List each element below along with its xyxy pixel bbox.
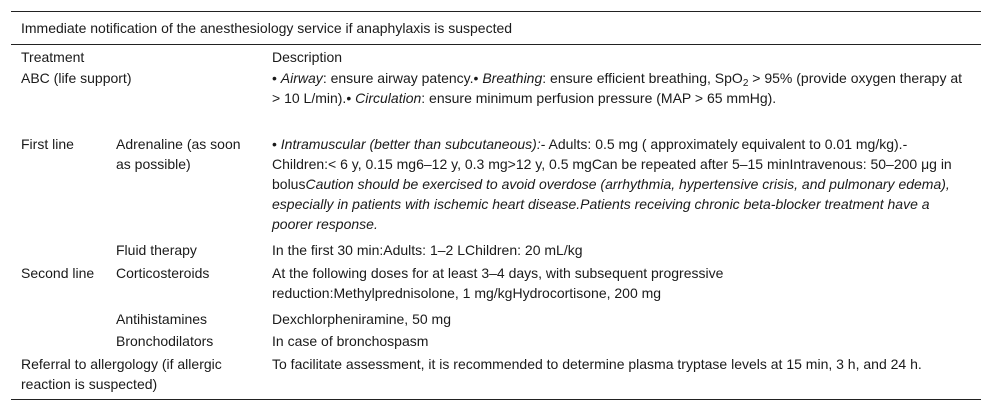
adrenaline-dosing: - Adults: 0.5 mg ( approximately equivalent to 0.01 mg/kg).- Children:< 6 y, 0.15 mg6–12 y, 0.3 mg>12 y, 0.5 mgCan be repeated after 5–15 minIntravenous: 50–200 μg in bolus bbox=[272, 136, 952, 192]
row-corticosteroids-description: At the following doses for at least 3–4 days, with subsequent progressive reduction:Methylprednisolone, 1 mg/kgHydrocortisone, 200 mg bbox=[272, 265, 724, 301]
adrenaline-caution: Caution should be exercised to avoid overdose (arrhythmia, hypertensive crisis, and pulmonary edema), especially in patients with ischemic heart disease.Patients receiving chronic beta-blocker treatment have a poorer response. bbox=[272, 176, 950, 232]
circulation-text: : ensure minimum perfusion pressure (MAP > 65 mmHg). bbox=[421, 90, 777, 106]
row-corticosteroids-label: Corticosteroids bbox=[116, 265, 210, 281]
row-antihistamines-description: Dexchlorpheniramine, 50 mg bbox=[272, 311, 451, 327]
breathing-text-2: > 95% (provide oxygen therapy at > 10 L/min). bbox=[272, 70, 963, 106]
header-treatment: Treatment bbox=[21, 49, 85, 65]
header-description: Description bbox=[272, 49, 343, 65]
table-bottom-rule bbox=[11, 399, 981, 400]
row-bronchodilators-label: Bronchodilators bbox=[116, 333, 214, 349]
airway-label: Airway bbox=[280, 70, 323, 86]
row-fluid-label: Fluid therapy bbox=[116, 242, 197, 258]
airway-text: : ensure airway patency. bbox=[322, 70, 474, 86]
caption-bottom-rule bbox=[11, 44, 981, 45]
breathing-label: Breathing bbox=[482, 70, 543, 86]
row-abc-label: ABC (life support) bbox=[21, 70, 132, 86]
row-group-first-line: First line bbox=[21, 136, 74, 152]
table-top-rule bbox=[11, 11, 981, 12]
adrenaline-route: Intramuscular (better than subcutaneous): bbox=[280, 136, 541, 152]
row-fluid-description: In the first 30 min:Adults: 1–2 LChildren: 20 mL/kg bbox=[272, 242, 583, 258]
breathing-text: : ensure efficient breathing, SpO bbox=[542, 70, 743, 86]
row-referral-label: Referral to allergology (if allergic reaction is suspected) bbox=[21, 356, 222, 392]
row-group-second-line: Second line bbox=[21, 265, 95, 281]
circulation-label: Circulation bbox=[355, 90, 422, 106]
row-bronchodilators-description: In case of bronchospasm bbox=[272, 333, 429, 349]
row-adrenaline-description: • Intramuscular (better than subcutaneous):- Adults: 0.5 mg ( approximately equivalent to 0.01 mg/kg).- Children:< 6 y, 0.15 mg6–12 y, 0.3 mg>12 y, 0.5 mgCan be repeated after 5–15 minIntravenous: 50–200 μg in bolusCaution should be exercised to avoid overdose (arrhythmia, hypertensive crisis, and pulmonary edema), especially in patients with ischemic heart disease.Patients receiving chronic beta-blocker treatment have a poorer response. bbox=[272, 136, 952, 232]
table-caption: Immediate notification of the anesthesiology service if anaphylaxis is suspected bbox=[21, 20, 513, 36]
row-antihistamines-label: Antihistamines bbox=[116, 311, 208, 327]
row-referral-description: To facilitate assessment, it is recommended to determine plasma tryptase levels at 15 min, 3 h, and 24 h. bbox=[272, 356, 922, 372]
spo2-subscript: 2 bbox=[742, 78, 749, 89]
row-adrenaline-label: Adrenaline (as soon as possible) bbox=[116, 136, 241, 172]
row-abc-description: • Airway: ensure airway patency.• Breathing: ensure efficient breathing, SpO$_2$ > 95% (provide oxygen therapy at > 10 L/min).• Circulation: ensure minimum perfusion pressure (MAP > 65 mmHg). bbox=[272, 70, 963, 106]
